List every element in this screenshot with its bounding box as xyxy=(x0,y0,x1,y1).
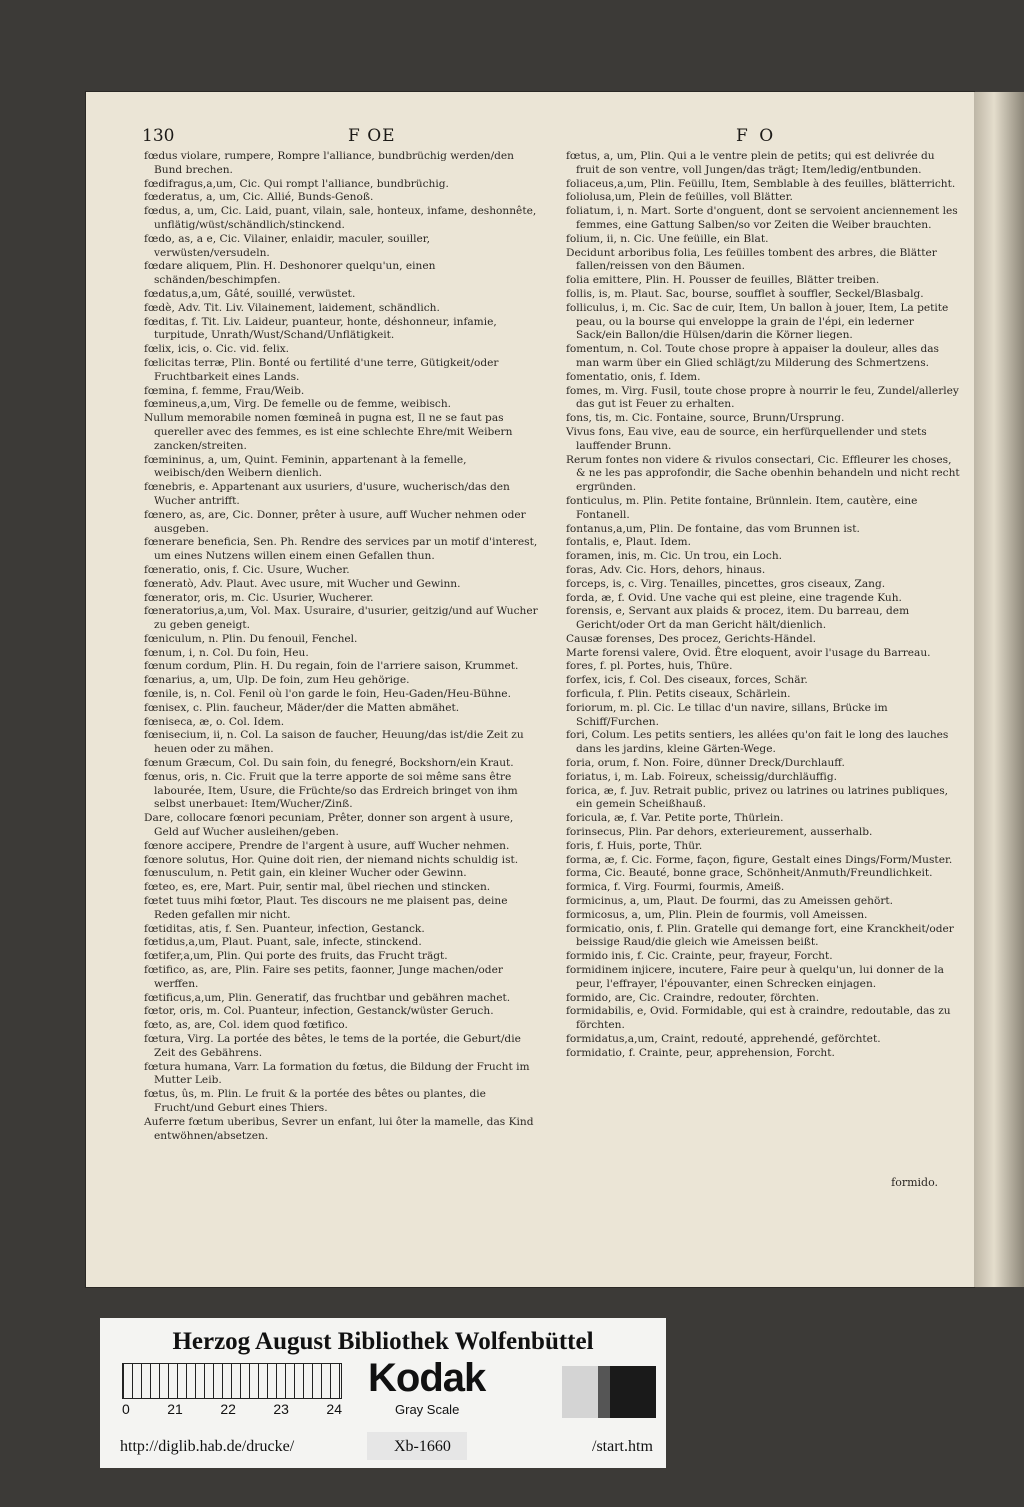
dictionary-entry: forfex, icis, f. Col. Des ciseaux, forces, Schär. xyxy=(566,674,808,687)
start-link[interactable]: /start.htm xyxy=(592,1438,653,1455)
dictionary-entry: fœnore solutus, Hor. Quine doit rien, der niemand nichts schuldig ist. xyxy=(144,853,519,866)
dictionary-entry: forceps, is, c. Virg. Tenailles, pincettes, gros ciseaux, Zang. xyxy=(566,577,886,590)
digitization-strip xyxy=(100,1318,666,1468)
dictionary-entry: foras, Adv. Cic. Hors, dehors, hinaus. xyxy=(566,563,766,576)
dictionary-entry: fores, f. pl. Portes, huis, Thüre. xyxy=(566,660,733,673)
dictionary-entry: forma, æ, f. Cic. Forme, façon, figure, Gestalt eines Dings/Form/Muster. xyxy=(566,853,953,866)
dictionary-entry: fœtura humana, Varr. La formation du fœtus, die Bildung der Frucht im Mutter Leib. xyxy=(144,1060,530,1087)
ruler-label: 0 xyxy=(122,1401,130,1417)
dictionary-entry: fonticulus, m. Plin. Petite fontaine, Brünnlein. Item, cautère, eine Fontanell. xyxy=(566,494,918,521)
link-bar xyxy=(100,1428,666,1468)
dictionary-entry: fontanus,a,um, Plin. De fontaine, das vom Brunnen ist. xyxy=(566,522,860,535)
dictionary-entry: forinsecus, Plin. Par dehors, exterieurement, ausserhalb. xyxy=(566,826,873,839)
dictionary-entry: fœnebris, e. Appartenant aux usuriers, d'usure, wucherisch/das den Wucher antrifft. xyxy=(144,481,510,507)
dictionary-entry: formidinem injicere, incutere, Faire peur à quelqu'un, lui donner de la peur, l'effrayer, l'épouvanter, einen Schrecken einjagen. xyxy=(566,964,944,990)
dictionary-entry: formidabilis, e, Ovid. Formidable, qui est à craindre, redoutable, das zu förchten. xyxy=(566,1005,951,1032)
dictionary-entry: fœdatus,a,um, Gâté, souillé, verwüstet. xyxy=(144,287,356,300)
dictionary-entry: formido, are, Cic. Craindre, redouter, förchten. xyxy=(566,991,820,1004)
dictionary-entry: forensis, e, Servant aux plaids & procez, item. Du barreau, dem Gericht/oder Ort da man Gericht hält/dienlich. xyxy=(566,605,910,632)
dictionary-entry: fœnisecа, æ, o. Col. Idem. xyxy=(144,715,285,728)
ruler-label: 21 xyxy=(167,1401,183,1417)
dictionary-entry: fœtiditas, atis, f. Sen. Puanteur, infection, Gestanck. xyxy=(144,922,425,935)
book-page xyxy=(86,92,974,1287)
dictionary-entry: formicinus, a, um, Plaut. De fourmi, das zu Ameissen gehört. xyxy=(566,895,894,908)
dictionary-entry: forda, æ, f. Ovid. Une vache qui est pleine, eine tragende Kuh. xyxy=(566,591,902,604)
dictionary-entry: fœto, as, are, Col. idem quod fœtifico. xyxy=(144,1019,348,1032)
dictionary-entry: fomentatio, onis, f. Idem. xyxy=(566,370,701,383)
dictionary-entry: fœnisecium, ii, n. Col. La saison de faucher, Heuung/das ist/die Zeit zu heuen oder zu mähen. xyxy=(144,729,524,756)
dictionary-entry: forficula, f. Plin. Petits ciseaux, Schärlein. xyxy=(566,688,791,701)
dictionary-entry: formidatio, f. Crainte, peur, apprehension, Forcht. xyxy=(566,1046,835,1059)
dictionary-entry: Decidunt arboribus folia, Les feüilles tombent des arbres, die Blätter fallen/reissen von den Bäumen. xyxy=(566,246,937,273)
dictionary-entry: fœtifico, as, are, Plin. Faire ses petits, faonner, Junge machen/oder werffen. xyxy=(144,964,503,990)
dictionary-entry: fœdifragus,a,um, Cic. Qui rompt l'alliance, bundbrüchig. xyxy=(144,177,449,190)
running-head-left: F OE xyxy=(348,126,396,146)
kodak-logo: Kodak xyxy=(368,1356,486,1400)
gray-scale-label: Gray Scale xyxy=(395,1402,460,1417)
dictionary-entry: foliaceus,a,um, Plin. Feüillu, Item, Semblable à des feuilles, blätterricht. xyxy=(566,177,956,190)
dictionary-entry: fœdo, as, a e, Cic. Vilainer, enlaidir, maculer, souiller, verwüsten/versudeln. xyxy=(144,232,431,259)
dictionary-entry: fœtifer,a,um, Plin. Qui porte des fruits, das Frucht trägt. xyxy=(144,950,448,963)
dictionary-entry: folium, ii, n. Cic. Une feüille, ein Blat. xyxy=(566,232,769,245)
dictionary-entry: fœnum Græcum, Col. Du sain foin, du fenegré, Bockshorn/ein Kraut. xyxy=(144,757,514,770)
dictionary-entry: fomes, m. Virg. Fusil, toute chose propre à nourrir le feu, Zundel/allerley das gut ist Feuer zu erhalten. xyxy=(566,384,959,411)
dictionary-entry: fœnore accipere, Prendre de l'argent à usure, auff Wucher nehmen. xyxy=(144,839,510,852)
shelfmark: Xb-1660 xyxy=(394,1438,451,1455)
gray-patch-mid xyxy=(598,1366,610,1418)
dictionary-entry: fœnus, oris, n. Cic. Fruit que la terre apporte de soi même sans être labourée, Item, Usure, die Früchte/so das Erdreich bringet von ihm selbst unerbauet: Item/Wucher/Zinß. xyxy=(144,770,518,811)
dictionary-entry: formido inis, f. Cic. Crainte, peur, frayeur, Forcht. xyxy=(566,950,833,963)
dictionary-entry: fœdus, a, um, Cic. Laid, puant, vilain, sale, honteux, infame, deshonnête, unflätig/wüst/schändlich/stinckend. xyxy=(144,205,537,231)
dictionary-entry: fœmininus, a, um, Quint. Feminin, appartenant à la femelle, weibisch/den Weibern dienlich. xyxy=(144,453,467,480)
dictionary-entry: fœnerator, oris, m. Cic. Usurier, Wucherer. xyxy=(144,591,374,604)
dictionary-entry: fœditas, f. Tit. Liv. Laideur, puanteur, honte, déshonneur, infamie, turpitude, Unrath/Wust/Schand/Unflätigkeit. xyxy=(144,315,497,342)
dictionary-entry: fœnile, is, n. Col. Fenil où l'on garde le foin, Heu-Gaden/Heu-Bühne. xyxy=(144,688,511,701)
dictionary-entry: formica, f. Virg. Fourmi, fourmis, Ameiß. xyxy=(566,881,785,894)
gray-patch-light xyxy=(562,1366,598,1418)
dictionary-entry: foliatum, i, n. Mart. Sorte d'onguent, dont se servoient anciennement les femmes, eine Gattung Salben/so vor Zeiten die Weiber brauchten. xyxy=(566,205,958,231)
dictionary-entry: fœnum cordum, Plin. H. Du regain, foin de l'arriere saison, Krummet. xyxy=(144,660,519,673)
dictionary-entry: Dare, collocare fœnori pecuniam, Prêter, donner son argent à usure, Geld auf Wucher ausleihen/geben. xyxy=(144,812,514,839)
dictionary-entry: fœtura, Virg. La portée des bêtes, le tems de la portée, die Geburt/die Zeit des Gebährens. xyxy=(144,1033,521,1059)
dictionary-entry: fœnerare beneficia, Sen. Ph. Rendre des services par un motif d'interest, um eines Nutzens willen einem einen Gefallen thun. xyxy=(144,536,538,563)
dictionary-entry: fœlicitas terræ, Plin. Bonté ou fertilité d'une terre, Gütigkeit/oder Fruchtbarkeit eines Lands. xyxy=(144,356,499,383)
dictionary-entry: fons, tis, m. Cic. Fontaine, source, Brunn/Ursprung. xyxy=(566,412,845,425)
dictionary-entry: foriatus, i, m. Lab. Foireux, scheissig/durchläuffig. xyxy=(566,770,837,783)
dictionary-entry: Vivus fons, Eau vive, eau de source, ein herfürquellender und stets lauffender Brunn. xyxy=(566,425,927,452)
source-url[interactable]: http://diglib.hab.de/drucke/ xyxy=(120,1438,295,1455)
dictionary-entry: fomentum, n. Col. Toute chose propre à appaiser la douleur, alles das man warm über ein Glied schlägt/zu Milderung des Schmertzens. xyxy=(566,343,939,369)
dictionary-entry: Auferre fœtum uberibus, Sevrer un enfant, lui ôter la mamelle, das Kind entwöhnen/absetzen. xyxy=(144,1115,534,1142)
dictionary-entry: follis, is, m. Plaut. Sac, bourse, soufflet à souffler, Seckel/Blasbalg. xyxy=(566,287,924,300)
left-column xyxy=(144,150,539,1143)
catchword: formido. xyxy=(891,1176,938,1189)
ruler-label: 24 xyxy=(326,1401,342,1417)
dictionary-entry: fœniculum, n. Plin. Du fenouil, Fenchel. xyxy=(144,632,358,645)
ruler-label: 22 xyxy=(220,1401,236,1417)
dictionary-entry: foliolusa,um, Plein de feüilles, voll Blätter. xyxy=(566,191,793,204)
dictionary-entry: fœmineus,a,um, Virg. De femelle ou de femme, weibisch. xyxy=(144,398,452,411)
right-column xyxy=(566,150,961,1061)
dictionary-entry: fœtor, oris, m. Col. Puanteur, infection, Gestanck/wüster Geruch. xyxy=(144,1005,494,1018)
dictionary-entry: fœneratio, onis, f. Cic. Usure, Wucher. xyxy=(144,563,350,576)
running-head-right: F O xyxy=(736,126,777,146)
dictionary-entry: Nullum memorabile nomen fœmineâ in pugna est, Il ne se faut pas quereller avec des femmes, es ist eine schlechte Ehre/mit Weibern zancken/streiten. xyxy=(144,412,513,452)
page-number: 130 xyxy=(142,126,175,146)
dictionary-entry: foramen, inis, m. Cic. Un trou, ein Loch. xyxy=(566,550,783,563)
dictionary-entry: fœneratorius,a,um, Vol. Max. Usuraire, d'usurier, geitzig/und auf Wucher zu geben geneigt. xyxy=(144,605,538,632)
ruler-labels xyxy=(122,1401,342,1417)
dictionary-entry: fœtus, a, um, Plin. Qui a le ventre plein de petits; qui est delivrée du fruit de son ventre, voll Jungen/das trägt; Item/ledig/entbunden. xyxy=(566,150,935,176)
dictionary-entry: forica, æ, f. Juv. Retrait public, privez ou latrines ou latrines publiques, ein gemein Scheißhauß. xyxy=(566,784,948,811)
dictionary-entry: foria, orum, f. Non. Foire, dünner Dreck/Durchlauff. xyxy=(566,757,845,770)
dictionary-entry: foricula, æ, f. Var. Petite porte, Thürlein. xyxy=(566,812,784,825)
dictionary-entry: formicosus, a, um, Plin. Plein de fourmis, voll Ameissen. xyxy=(566,908,868,921)
dictionary-entry: foris, f. Huis, porte, Thür. xyxy=(566,839,703,852)
dictionary-entry: fœmina, f. femme, Frau/Weib. xyxy=(144,384,305,397)
dictionary-entry: fœtificus,a,um, Plin. Generatif, das fruchtbar und gebähren machet. xyxy=(144,991,511,1004)
dictionary-entry: fori, Colum. Les petits sentiers, les allées qu'on fait le long des lauches dans les jardins, kleine Gärten-Wege. xyxy=(566,729,949,756)
dictionary-entry: fœnisex, c. Plin. faucheur, Mäder/der die Matten abmähet. xyxy=(144,701,460,714)
dictionary-entry: Marte forensi valere, Ovid. Être eloquent, avoir l'usage du Barreau. xyxy=(566,646,931,659)
dictionary-entry: forma, Cic. Beauté, bonne grace, Schönheit/Anmuth/Freundlichkeit. xyxy=(566,867,933,880)
dictionary-entry: formidatus,a,um, Craint, redouté, apprehendé, geförchtet. xyxy=(566,1033,881,1045)
dictionary-entry: folia emittere, Plin. H. Pousser de feuilles, Blätter treiben. xyxy=(566,274,880,287)
gray-patch-dark xyxy=(610,1366,656,1418)
dictionary-entry: folliculus, i, m. Cic. Sac de cuir, Item, Un ballon à jouer, Item, La petite peau, ou la bourse qui enveloppe la grain de l'épi, ein lederner Sack/ein Ballon/die Hülsen/darin die Körner liegen. xyxy=(566,301,949,342)
dictionary-entry: fœtus, ûs, m. Plin. Le fruit & la portée des bêtes ou plantes, die Frucht/und Geburt eines Thiers. xyxy=(144,1088,486,1114)
ruler-scale xyxy=(122,1363,342,1415)
dictionary-entry: fœdare aliquem, Plin. H. Deshonorer quelqu'un, einen schänden/beschimpfen. xyxy=(144,260,436,287)
dictionary-entry: fontalis, e, Plaut. Idem. xyxy=(566,536,691,549)
dictionary-entry: fœtidus,a,um, Plaut. Puant, sale, infecte, stinckend. xyxy=(144,936,422,949)
dictionary-entry: fœnusculum, n. Petit gain, ein kleiner Wucher oder Gewinn. xyxy=(144,867,467,880)
institution-name: Herzog August Bibliothek Wolfenbüttel xyxy=(172,1328,594,1355)
dictionary-entry: fœnero, as, are, Cic. Donner, prêter à usure, auff Wucher nehmen oder ausgeben. xyxy=(144,508,526,535)
dictionary-entry: fœdè, Adv. Tit. Liv. Vilainement, laidement, schändlich. xyxy=(144,301,440,314)
page-edge xyxy=(974,92,1024,1287)
dictionary-entry: fœlix, icis, o. Cic. vid. felix. xyxy=(144,343,290,356)
dictionary-entry: fœteo, es, ere, Mart. Puir, sentir mal, übel riechen und stincken. xyxy=(144,881,491,894)
dictionary-entry: fœnarius, a, um, Ulp. De foin, zum Heu gehörige. xyxy=(144,674,410,687)
ruler-label: 23 xyxy=(273,1401,289,1417)
dictionary-entry: Causæ forenses, Des procez, Gerichts-Händel. xyxy=(566,632,817,645)
dictionary-entry: fœdus violare, rumpere, Rompre l'alliance, bundbrüchig werden/den Bund brechen. xyxy=(144,150,515,176)
dictionary-entry: fœnum, i, n. Col. Du foin, Heu. xyxy=(144,646,309,659)
dictionary-entry: formicatio, onis, f. Plin. Gratelle qui demange fort, eine Kranckheit/oder beissige Raud/die gleich wie Ameissen beißt. xyxy=(566,922,954,949)
dictionary-entry: fœderatus, a, um, Cic. Allié, Bunds-Genoß. xyxy=(144,191,374,204)
dictionary-entry: fœneratò, Adv. Plaut. Avec usure, mit Wucher und Gewinn. xyxy=(144,577,461,590)
ruler-ticks xyxy=(122,1363,342,1399)
dictionary-entry: fœtet tuus mihi fœtor, Plaut. Tes discours ne me plaisent pas, deine Reden gefallen mir nicht. xyxy=(144,895,508,921)
dictionary-entry: Rerum fontes non videre & rivulos consectari, Cic. Effleurer les choses, & ne les pas approfondir, die Sache obenhin behandeln und nicht recht ergründen. xyxy=(566,453,960,494)
dictionary-entry: foriorum, m. pl. Cic. Le tillac d'un navire, sillans, Brücke im Schiff/Furchen. xyxy=(566,701,888,728)
